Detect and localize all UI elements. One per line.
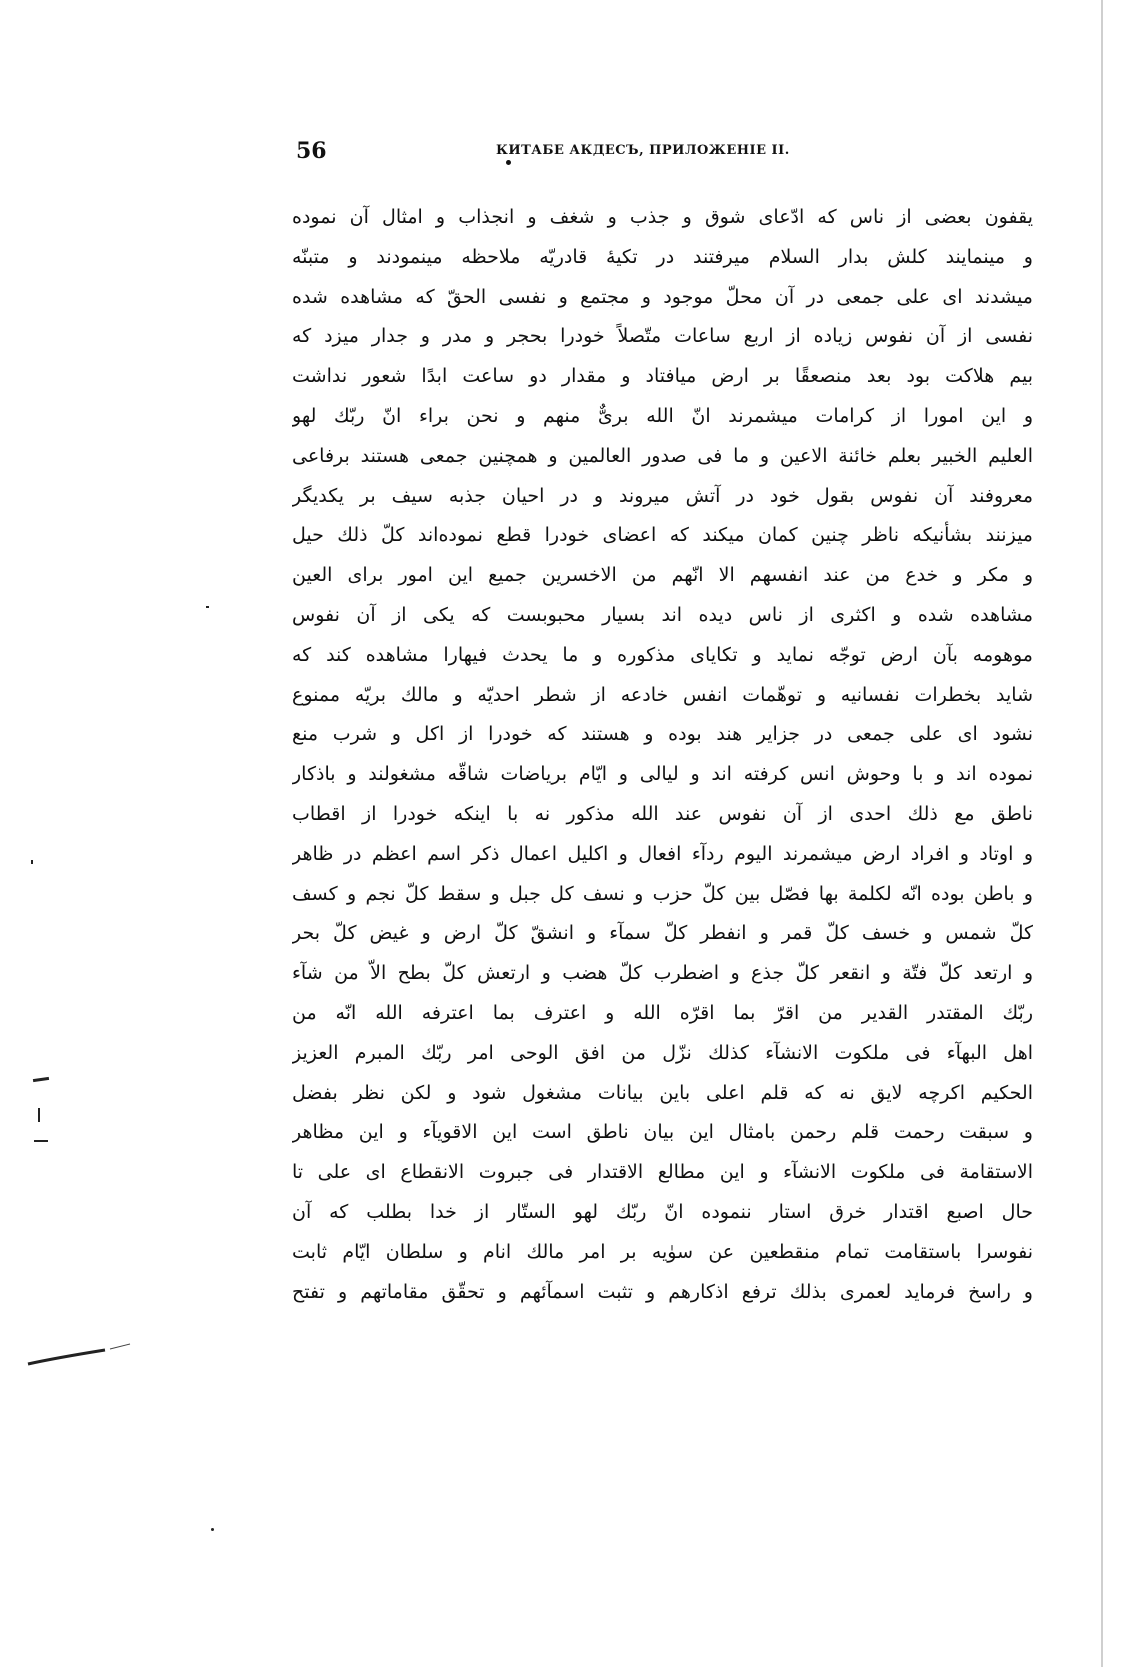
text-line: موهومه بآن ارض توجّه نماید و تکایای مذکوره و ما یحدث فیهارا مشاهده کند که	[292, 643, 1033, 666]
page-number: 56	[296, 138, 327, 164]
text-line: نشود ای علی جمعی در جزایر هند بوده و هستند که خودرا از اکل و شرب منع	[292, 723, 1033, 746]
text-line: یقفون بعضی از ناس که ادّعای شوق و جذب و شغف و انجذاب و امثال آن نموده	[292, 206, 1033, 228]
scan-dot	[206, 606, 209, 608]
scan-stroke	[25, 1340, 135, 1370]
scan-mark	[38, 1108, 40, 1122]
scan-mark	[33, 1077, 49, 1082]
text-line: الحکیم اکرچه لایق نه که قلم اعلی باین بیانات مشغول شود و لکن نظر بفضل	[292, 1081, 1033, 1104]
text-line: بیم هلاکت بود بعد منصعقًا بر ارض میافتاد و مقدار دو ساعت ابدًا شعور نداشت	[292, 365, 1033, 388]
scan-dot	[211, 1528, 214, 1531]
text-line: میشدند ای علی جمعی در آن محلّ موجود و مجتمع و نفسی الحقّ که مشاهده شده	[292, 285, 1033, 308]
page-edge-rule	[1101, 0, 1103, 1667]
text-line: نفوسرا باستقامت تمام منقطعین عن سوٰیه بر امر مالك انام و سلطان ایّام ثابت	[292, 1240, 1033, 1263]
text-line: اهل البهآء فی ملکوت الانشآء کذلك نزّل من افق الوحی امر ربّك المبرم العزیز	[292, 1041, 1033, 1064]
text-line: و باطن بوده انّه لکلمة بها فصّل بین کلّ حزب و نسف کل جبل و سقط کلّ نجم و کسف	[292, 882, 1033, 905]
text-line: میزنند بشأنیکه ناظر چنین کمان میکند که اعضای خودرا قطع نموده‌اند کلّ ذلك حیل	[292, 524, 1033, 547]
text-line: العلیم الخبیر بعلم خائنة الاعین و ما فی صدور العالمین و همچنین جمعی هستند برفاعی	[292, 444, 1033, 467]
text-line: نفسی از آن نفوس زیاده از اربع ساعات متّصلاً خودرا بحجر و مدر و جدار میزد که	[292, 325, 1033, 348]
text-line: و اوتاد و افراد ارض میشمرند الیوم ردآء افعال و اکلیل اعمال ذکر اسم اعظم در ظاهر	[292, 842, 1033, 865]
text-line: و راسخ فرماید لعمری بذلك ترفع اذکارهم و تثبت اسمآئهم و تحقّق مقاماتهم و تفتح	[292, 1280, 1033, 1303]
text-line: ناطق مع ذلك احدی از آن نفوس عند الله مذکور نه با اینکه خودرا از اقطاب	[292, 802, 1033, 825]
text-line: و مینمایند کلش بدار السلام میرفتند در تکیهٔ قادریّه ملاحظه مینمودند و متبنّه	[292, 245, 1033, 268]
text-line: کلّ شمس و خسف کلّ قمر و انفطر کلّ سمآء و انشقّ کلّ ارض و غیض کلّ بحر	[292, 922, 1033, 945]
body-text	[292, 198, 1033, 1312]
text-line: شاید بخطرات نفسانیه و توهّمات انفس خادعه از شطر احدیّه و مالك بریّه ممنوع	[292, 683, 1033, 706]
scan-mark	[34, 1140, 48, 1142]
text-line: و این امورا از کرامات میشمرند انّ الله بریٌّ منهم و نحن براء انّ ربّك لهو	[292, 404, 1033, 427]
scan-dot	[31, 860, 33, 864]
text-line: و سبقت رحمت قلم رحمن بامثال این بیان ناطق است این الاقویآء و این مظاهر	[292, 1121, 1033, 1144]
text-line: و مکر و خدع من عند انفسهم الا انّهم من الاخسرین جمیع این امور برای العین	[292, 564, 1033, 587]
running-head: КИТАБЕ АКДЕСЪ, ПРИЛОЖЕНІЕ II.	[496, 143, 790, 158]
text-line: ربّك المقتدر القدیر من اقرّ بما اقرّه الله و اعترف بما اعترفه الله انّه من	[292, 1001, 1033, 1024]
text-line: مشاهده شده و اکثری از ناس دیده اند بسیار محبوبست که یکی از آن نفوس	[292, 603, 1033, 626]
text-line: نموده اند و با وحوش انس کرفته اند و لیالی و ایّام بریاضات شاقّه مشغولند و باذکار	[292, 763, 1033, 786]
text-line: حال اصبع اقتدار خرق استار ننموده انّ ربّك لهو الستّار از خدا بطلب که آن	[292, 1200, 1033, 1223]
text-line: معروفند آن نفوس بقول خود در آتش میروند و در احیان جذبه سیف بر یکدیگر	[292, 484, 1033, 507]
text-line: و ارتعد کلّ فتّة و انقعر کلّ جذع و اضطرب کلّ هضب و ارتعش کلّ بطح الاّ من شآء	[292, 962, 1033, 985]
header-dot	[506, 160, 511, 165]
page-header	[296, 138, 1033, 174]
text-line: الاستقامة فی ملکوت الانشآء و این مطالع الاقتدار فی جبروت الانقطاع ای علی تا	[292, 1161, 1033, 1184]
